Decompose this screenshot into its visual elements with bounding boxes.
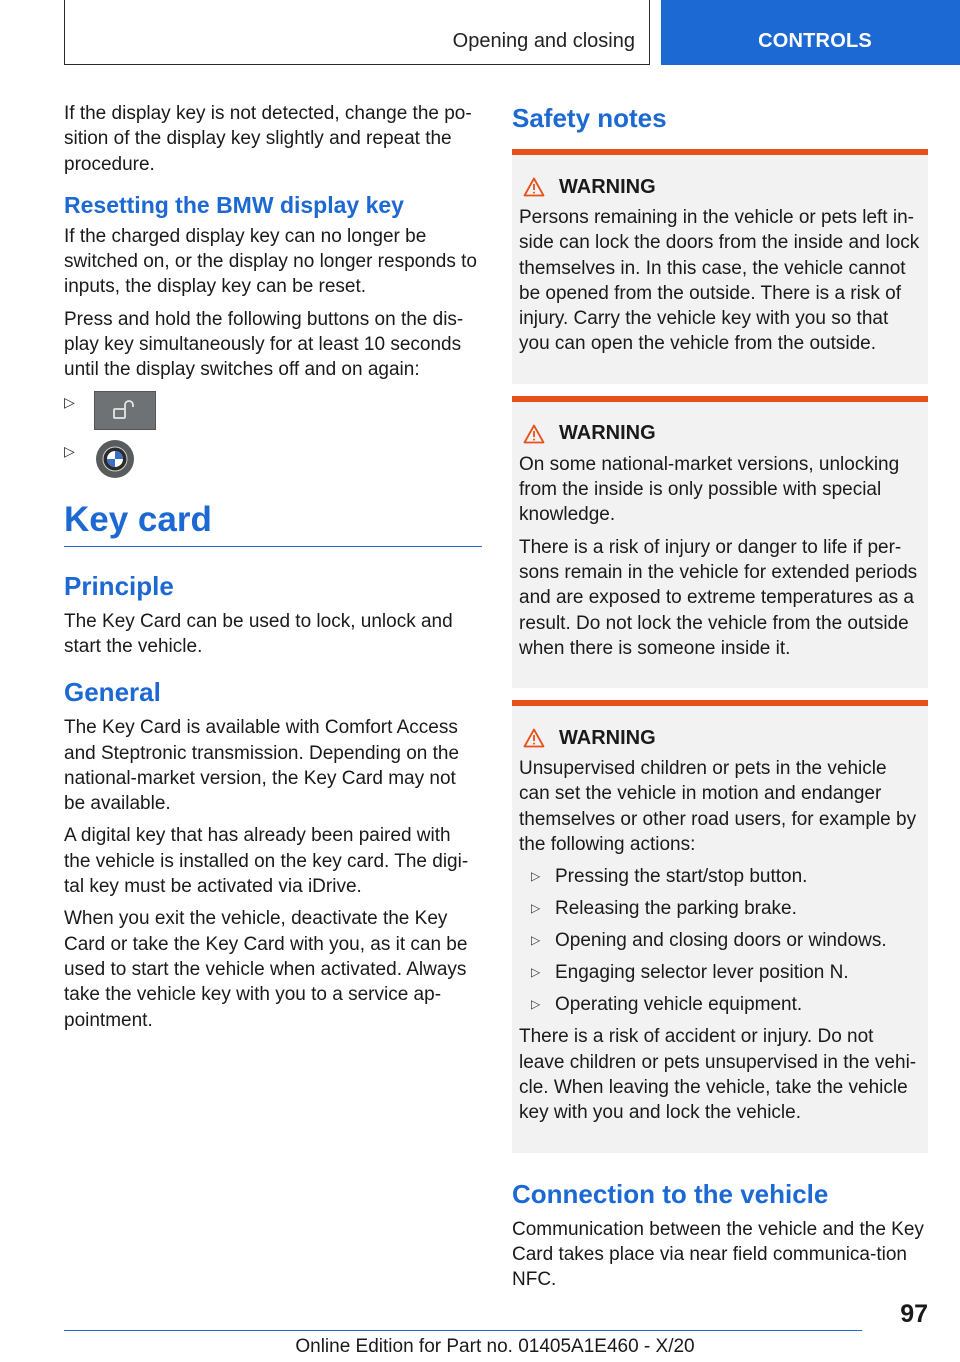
- warning-label: WARNING: [559, 726, 656, 749]
- warning-triangle-icon: [523, 177, 545, 197]
- principle-paragraph: The Key Card can be used to lock, unlock and start the vehicle.: [64, 610, 453, 657]
- bullet-triangle-icon: ▷: [531, 933, 541, 948]
- unlock-button-image: [94, 391, 156, 430]
- bmw-button-item: [64, 440, 482, 478]
- left-column: [64, 101, 482, 1040]
- bmw-button-image: [96, 440, 134, 478]
- connection-paragraph: Communication between the vehicle and the Key Card takes place via near field communica‐tion NFC.: [512, 1218, 924, 1291]
- header-section-title: Opening and closing: [452, 30, 635, 52]
- general-heading: General: [64, 677, 161, 708]
- reset-paragraph-1: If the charged display key can no longer be switched on, or the display no longer responds to inputs, the display key can be reset.: [64, 225, 477, 298]
- warning-box-3: [512, 700, 928, 1152]
- general-paragraph-3: When you exit the vehicle, deactivate the Key Card or take the Key Card with you, as it can be used to start the vehicle when activated. Always take the vehicle key with you to a service ap‐pointment.: [64, 908, 468, 1031]
- warning-box-2: [512, 396, 928, 688]
- reset-paragraph-2: Press and hold the following buttons on the dis‐play key simultaneously for at least 10 seconds until the display switches off and on again:: [64, 308, 464, 381]
- bullet-triangle-icon: ▷: [531, 997, 541, 1012]
- general-paragraph-2: A digital key that has already been paired with the vehicle is installed on the key card. The digi‐tal key must be activated via iDrive.: [64, 825, 469, 898]
- warning-title: [519, 422, 921, 446]
- list-item: ▷ Releasing the parking brake.: [531, 898, 797, 920]
- list-item: ▷ Engaging selector lever position N.: [531, 962, 849, 984]
- principle-heading: Principle: [64, 570, 174, 601]
- warning-triangle-icon: [523, 728, 545, 748]
- warning-triangle-icon: [523, 424, 545, 444]
- warning-2-text-2: There is a risk of injury or danger to life if per‐sons remain in the vehicle for extended periods and are exposed to extreme temperatures as a result. Do not lock the vehicle from the outside when there is someone inside it.: [519, 536, 918, 659]
- warning-3-text-2: There is a risk of accident or injury. Do not leave children or pets unsupervised in the vehi‐cle. When leaving the vehicle, take the vehicle key with you and lock the vehicle.: [519, 1026, 917, 1124]
- warning-title: [519, 175, 921, 199]
- footer-divider: [64, 1330, 862, 1331]
- header-chapter-tab: [661, 0, 960, 65]
- right-column: [512, 101, 928, 1299]
- list-item: ▷ Opening and closing doors or windows.: [531, 930, 887, 952]
- footer-edition: Online Edition for Part no. 01405A1E460 - X/20: [295, 1336, 695, 1357]
- list-item: ▷ Operating vehicle equipment.: [531, 994, 803, 1016]
- warning-label: WARNING: [559, 422, 656, 445]
- bullet-triangle-icon: ▷: [531, 965, 541, 980]
- bullet-triangle-icon: ▷: [531, 869, 541, 884]
- header-section-box: [64, 0, 650, 65]
- header-chapter-title: CONTROLS: [758, 30, 872, 52]
- list-item: ▷ Pressing the start/stop button.: [531, 866, 808, 888]
- chapter-divider: [64, 546, 482, 547]
- warning-label: WARNING: [559, 175, 656, 198]
- warning-title: [519, 726, 921, 750]
- bmw-roundel-icon: [102, 446, 128, 472]
- intro-paragraph: If the display key is not detected, change the po‐sition of the display key slightly and repeat the procedure.: [64, 103, 472, 175]
- safety-notes-heading: Safety notes: [512, 103, 667, 133]
- general-paragraph-1: The Key Card is available with Comfort Access and Steptronic transmission. Depending on the national-market version, the Key Card may not be available.: [64, 717, 460, 815]
- page-number: 97: [900, 1300, 928, 1328]
- key-card-heading: Key card: [64, 499, 212, 539]
- warning-3-list: [519, 864, 921, 1017]
- warning-2-text-1: On some national-market versions, unlocking from the inside is only possible with special knowledge.: [519, 453, 900, 526]
- connection-heading: Connection to the vehicle: [512, 1178, 829, 1209]
- warning-3-text-1: Unsupervised children or pets in the vehicle can set the vehicle in motion and endanger themselves or other road users, for example by the following actions:: [519, 758, 917, 856]
- bullet-triangle-icon: ▷: [64, 393, 75, 410]
- unlock-button-item: [64, 391, 482, 430]
- padlock-open-icon: [112, 400, 138, 420]
- bullet-triangle-icon: ▷: [531, 901, 541, 916]
- warning-box-1: [512, 149, 928, 384]
- bullet-triangle-icon: ▷: [64, 442, 75, 459]
- warning-1-text: Persons remaining in the vehicle or pets left in‐side can lock the doors from the inside and lock themselves in. In this case, the vehicle cannot be opened from the outside. There is a risk of injury. Carry the vehicle key with you so that you can open the vehicle from the outside.: [519, 207, 920, 355]
- reset-heading: Resetting the BMW display key: [64, 191, 404, 218]
